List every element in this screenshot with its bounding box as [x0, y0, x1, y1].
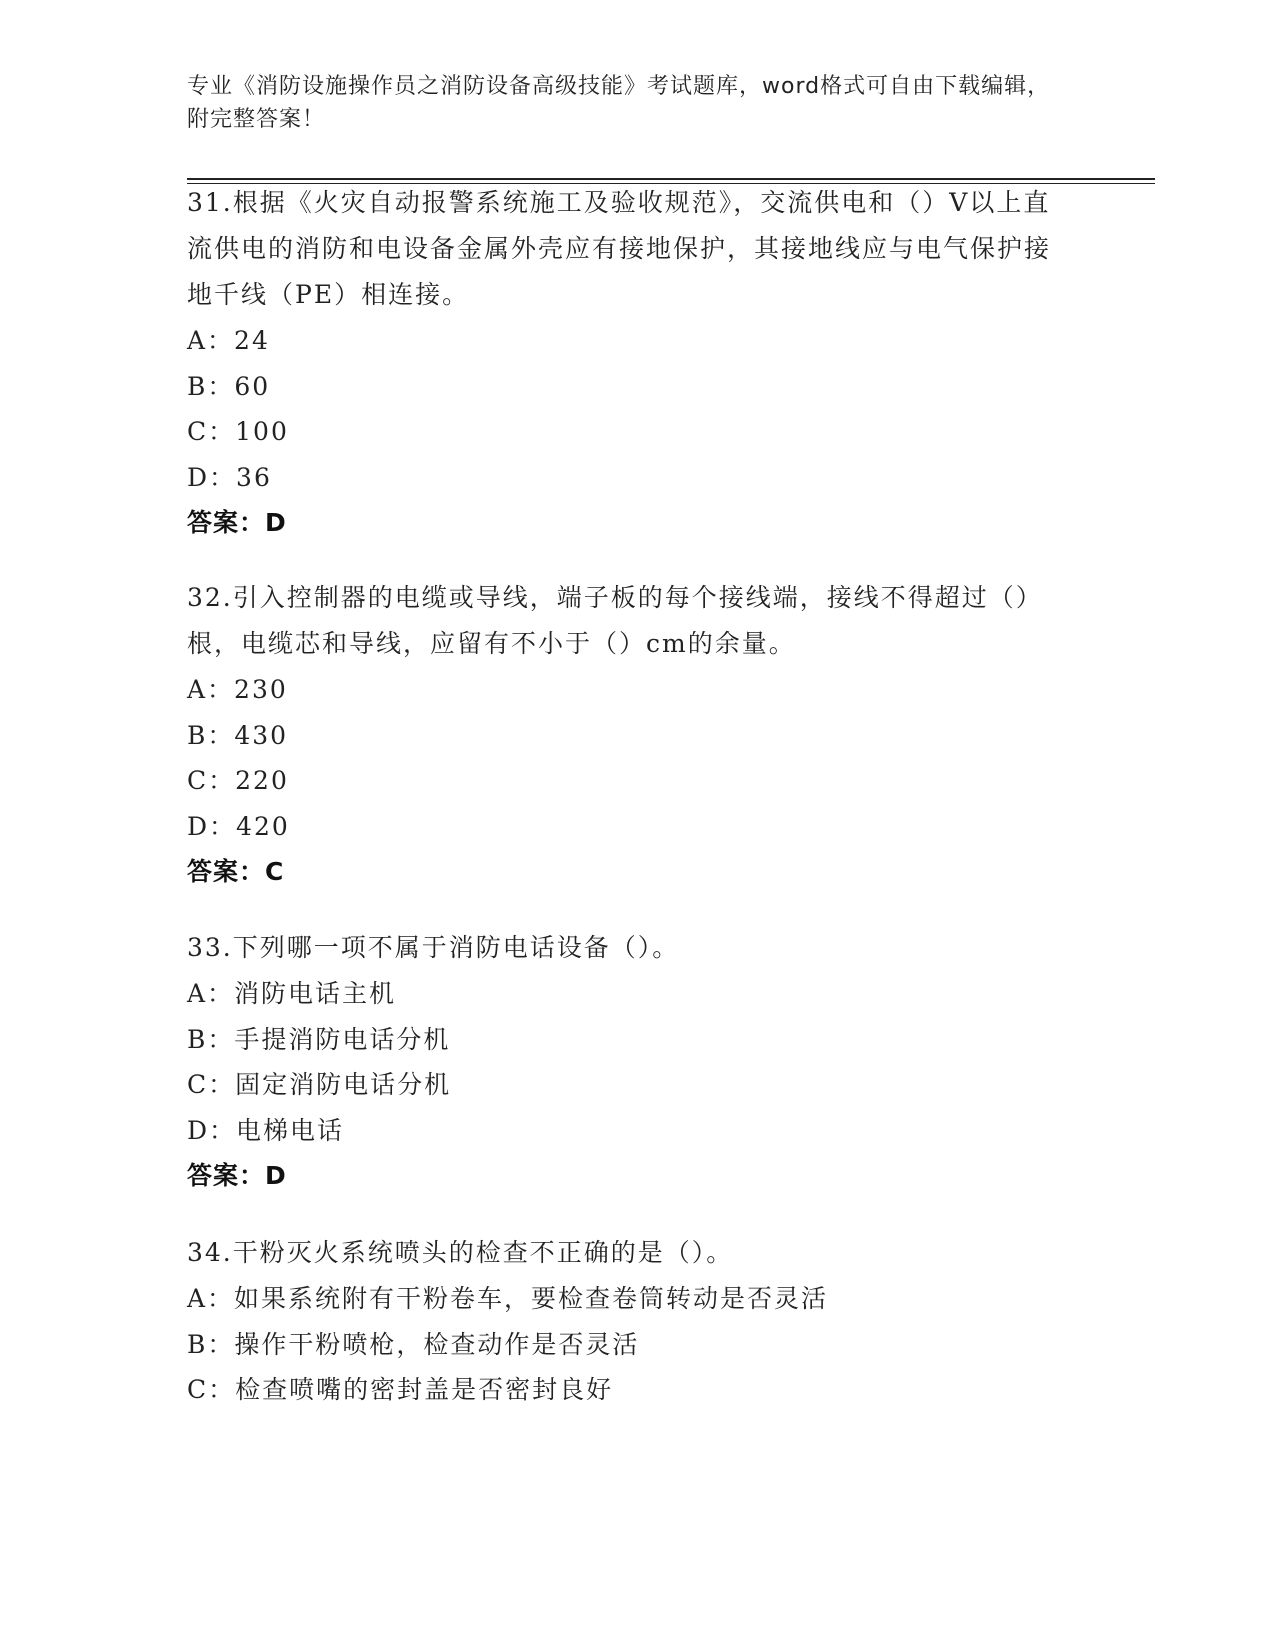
option-a: A：如果系统附有干粉卷车，要检查卷筒转动是否灵活: [187, 1284, 829, 1313]
option-d: D：36: [187, 462, 272, 492]
option-a: A：消防电话主机: [187, 979, 397, 1008]
option-c: C：固定消防电话分机: [187, 1070, 452, 1099]
option-b: B：430: [187, 720, 289, 750]
question-34: [187, 1230, 1067, 1413]
option-b: B：60: [187, 371, 271, 401]
question-32: [187, 575, 1067, 895]
answer: 答案：C: [187, 857, 285, 886]
option-a: A：24: [187, 326, 270, 355]
option-b: B：手提消防电话分机: [187, 1024, 451, 1054]
option-a: A：230: [187, 675, 288, 704]
answer: 答案：D: [187, 508, 287, 537]
question-stem: 32.引入控制器的电缆或导线，端子板的每个接线端，接线不得超过（）根，电缆芯和导线，应留有不小于（）cm的余量。: [187, 583, 1043, 658]
question-stem: 33.下列哪一项不属于消防电话设备（）。: [187, 933, 680, 962]
question-stem: 31.根据《火灾自动报警系统施工及验收规范》，交流供电和（）V以上直流供电的消防和电设备金属外壳应有接地保护，其接地线应与电气保护接地千线（PE）相连接。: [187, 188, 1052, 309]
option-c: C：检查喷嘴的密封盖是否密封良好: [187, 1375, 614, 1404]
option-c: C：220: [187, 766, 289, 795]
question-33: [187, 925, 1067, 1199]
document-header: 专业《消防设施操作员之消防设备高级技能》考试题库，word格式可自由下载编辑，附完整答案！: [187, 74, 1051, 132]
option-b: B：操作干粉喷枪，检查动作是否灵活: [187, 1329, 640, 1359]
option-c: C：100: [187, 417, 289, 446]
question-stem: 34.干粉灭火系统喷头的检查不正确的是（）。: [187, 1238, 734, 1267]
answer: 答案：D: [187, 1161, 287, 1190]
option-d: D：420: [187, 811, 290, 841]
question-31: [187, 180, 1067, 546]
option-d: D：电梯电话: [187, 1115, 345, 1145]
